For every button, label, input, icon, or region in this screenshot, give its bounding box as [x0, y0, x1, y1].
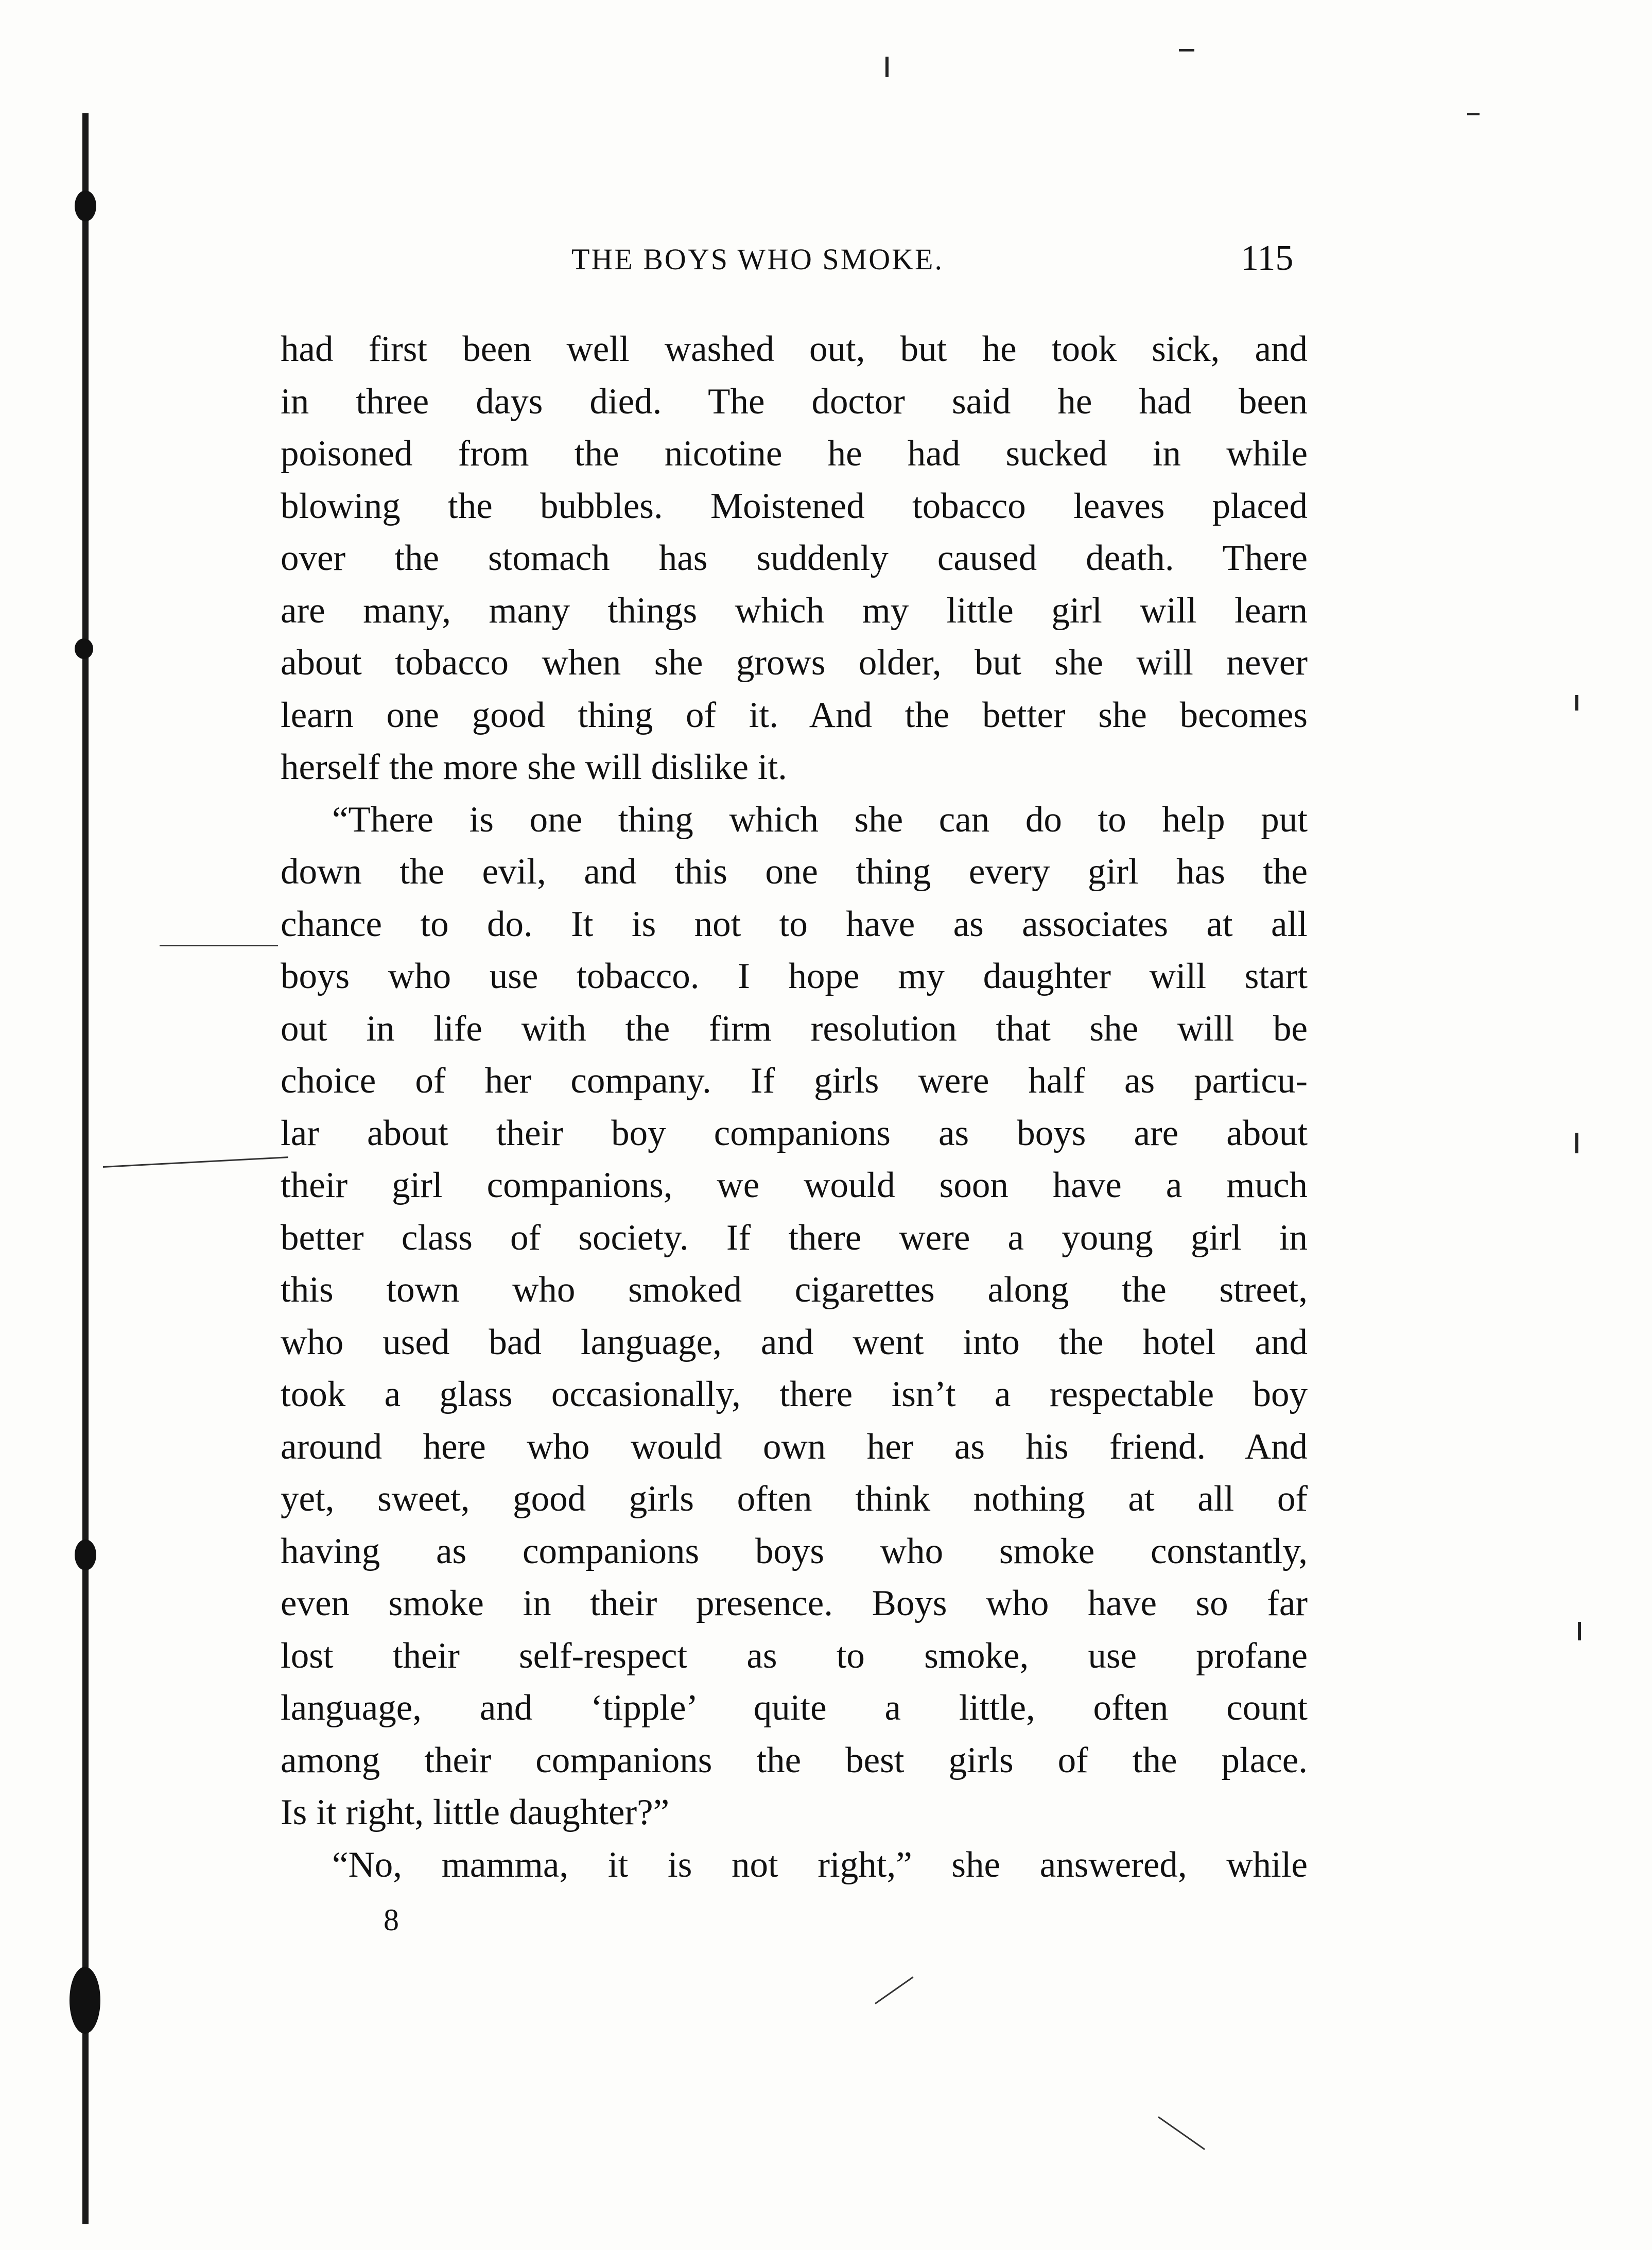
text-line: better class of society. If there were a young girl in — [281, 1217, 1308, 1258]
text-line: boys who use tobacco. I hope my daughter will start — [281, 956, 1308, 996]
text-line: Is it right, little daughter?” — [281, 1792, 670, 1832]
text-line: chance to do. It is not to have as associates at all — [281, 904, 1308, 944]
scan-speck — [1467, 113, 1480, 115]
text-line: “There is one thing which she can do to help put — [332, 799, 1308, 840]
text-line: lost their self-respect as to smoke, use profane — [281, 1635, 1308, 1676]
text-line: even smoke in their presence. Boys who have so far — [281, 1583, 1308, 1623]
text-line: yet, sweet, good girls often think nothing at all of — [281, 1479, 1308, 1519]
text-line: learn one good thing of it. And the better she becomes — [281, 695, 1308, 735]
text-line: in three days died. The doctor said he had been — [281, 381, 1308, 422]
text-line: down the evil, and this one thing every girl has the — [281, 852, 1308, 892]
text-line: who used bad language, and went into the hotel and — [281, 1322, 1308, 1362]
text-line: among their companions the best girls of the place. — [281, 1740, 1308, 1780]
scan-speck — [1575, 695, 1578, 711]
text-line: herself the more she will dislike it. — [281, 747, 787, 787]
text-line: about tobacco when she grows older, but she will never — [281, 643, 1308, 683]
text-line: lar about their boy companions as boys are about — [281, 1113, 1308, 1153]
binding-blot — [75, 638, 93, 659]
text-line: out in life with the firm resolution that she will be — [281, 1008, 1308, 1049]
binding-blot — [75, 1539, 96, 1570]
text-line: this town who smoked cigarettes along the street, — [281, 1270, 1308, 1310]
pencil-mark — [160, 945, 278, 946]
body-text — [281, 323, 1308, 1891]
scan-speck — [1575, 1133, 1578, 1153]
running-title: THE BOYS WHO SMOKE. — [571, 243, 944, 276]
text-line: their girl companions, we would soon have a much — [281, 1165, 1308, 1205]
text-line: are many, many things which my little girl will learn — [281, 590, 1308, 631]
page-number: 115 — [1241, 238, 1294, 278]
text-line: had first been well washed out, but he took sick, and — [281, 329, 1308, 369]
scan-speck — [1179, 49, 1194, 51]
pencil-mark — [1158, 2116, 1205, 2150]
scan-speck — [885, 57, 889, 77]
pencil-mark — [875, 1977, 913, 2004]
binding-edge — [82, 113, 89, 2224]
signature-mark: 8 — [384, 1903, 399, 1937]
text-line: blowing the bubbles. Moistened tobacco leaves placed — [281, 486, 1308, 526]
text-line: having as companions boys who smoke constantly, — [281, 1531, 1308, 1571]
binding-blot — [69, 1967, 100, 2034]
scan-speck — [1578, 1622, 1581, 1640]
binding-blot — [75, 191, 96, 221]
text-line: over the stomach has suddenly caused death. There — [281, 538, 1308, 578]
text-line: around here who would own her as his friend. And — [281, 1426, 1308, 1467]
text-line: choice of her company. If girls were half as particu- — [281, 1061, 1308, 1101]
pencil-mark — [103, 1156, 288, 1168]
text-line: language, and ‘tipple’ quite a little, often count — [281, 1688, 1308, 1728]
text-line: took a glass occasionally, there isn’t a respectable boy — [281, 1374, 1308, 1414]
text-line: poisoned from the nicotine he had sucked in while — [281, 434, 1308, 474]
text-line: “No, mamma, it is not right,” she answered, while — [332, 1844, 1308, 1885]
